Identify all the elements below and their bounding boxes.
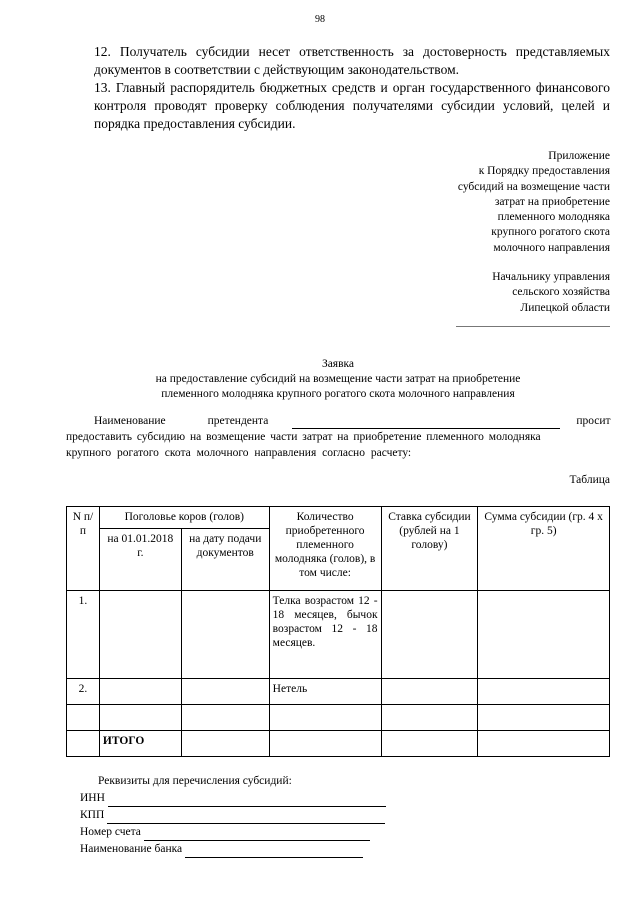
table-row (67, 705, 610, 731)
applicant-label: Наименование (94, 415, 166, 427)
table-label: Таблица (569, 474, 610, 486)
table-cell[interactable] (269, 731, 381, 757)
row-number: 1. (67, 591, 100, 679)
appendix-line: крупного рогатого скота (491, 226, 610, 239)
requisites-block (80, 773, 410, 858)
table-row (67, 591, 610, 679)
paragraph-12-number: 12. (94, 44, 111, 59)
appendix-line: субсидий на возмещение части (457, 180, 610, 193)
paragraph-13 (66, 79, 610, 133)
table-cell[interactable] (478, 679, 610, 705)
header-count: Количество приобретенного племенного молодняка (голов), в том числе: (269, 507, 381, 591)
appendix-line: Приложение (548, 150, 610, 162)
addressee-line: Липецкой области (520, 301, 610, 314)
table-cell[interactable] (478, 731, 610, 757)
applicant-line: предоставить субсидию на возмещение части затрат на приобретение племенного молодняка (66, 431, 541, 443)
applicant-line: крупного рогатого скота молочного направления согласно расчету: (66, 447, 412, 459)
account-field[interactable] (144, 828, 370, 841)
table-cell[interactable] (181, 731, 269, 757)
applicant-label: претендента (207, 415, 269, 427)
header-heads: Поголовье коров (голов) (99, 507, 269, 529)
table-cell[interactable] (181, 705, 269, 731)
table-cell[interactable] (381, 591, 478, 679)
addressee-line: Начальнику управления (492, 271, 610, 283)
application-title (66, 357, 610, 402)
paragraph-12-text: Получатель субсидии несет ответственность за достоверность представляемых документов в соответствии с действующим законодательством. (94, 44, 610, 77)
paragraph-13-text: Главный распорядитель бюджетных средств и орган государственного финансового контроля проводят проверку соблюдения получателями субсидии условий, целей и порядка предоставления субсидии. (94, 80, 610, 131)
bank-field[interactable] (185, 845, 363, 858)
table-cell[interactable] (99, 679, 181, 705)
table-cell[interactable] (478, 591, 610, 679)
header-number: N п/п (67, 507, 100, 591)
page-number: 98 (315, 14, 325, 25)
addressee (380, 270, 610, 316)
row-description: Нетель (269, 679, 381, 705)
title-line: племенного молодняка крупного рогатого скота молочного направления (161, 388, 515, 400)
signature-line (456, 326, 610, 327)
bank-label: Наименование банка (80, 843, 183, 855)
applicant-requests: просит (576, 415, 611, 427)
header-heads-date: на 01.01.2018 г. (99, 529, 181, 591)
title-line: на предоставление субсидий на возмещение части затрат на приобретение (155, 373, 521, 385)
applicant-block (66, 413, 610, 461)
table-cell[interactable] (381, 679, 478, 705)
addressee-line: сельского хозяйства (512, 286, 610, 299)
kpp-field[interactable] (107, 811, 385, 824)
table-cell[interactable] (478, 705, 610, 731)
table-cell[interactable] (381, 705, 478, 731)
header-sum: Сумма субсидии (гр. 4 x гр. 5) (478, 507, 610, 591)
table-cell[interactable] (67, 705, 100, 731)
table-cell[interactable] (181, 679, 269, 705)
table-cell[interactable] (99, 591, 181, 679)
title-heading: Заявка (321, 358, 355, 370)
appendix-line: племенного молодняка (497, 211, 610, 224)
row-description: Телка возрастом 12 - 18 месяцев, бычок возрастом 12 - 18 месяцев. (269, 591, 381, 679)
account-label: Номер счета (80, 826, 141, 838)
paragraph-13-number: 13. (94, 80, 111, 95)
header-rate: Ставка субсидии (рублей на 1 голову) (381, 507, 478, 591)
subsidy-calculation-table (66, 506, 610, 757)
table-cell[interactable] (99, 705, 181, 731)
paragraph-12 (66, 43, 610, 79)
table-cell[interactable] (67, 731, 100, 757)
appendix-line: затрат на приобретение (494, 195, 610, 208)
table-row-total (67, 731, 610, 757)
header-heads-submit: на дату подачи документов (181, 529, 269, 591)
table-row (67, 679, 610, 705)
row-number: 2. (67, 679, 100, 705)
requisites-heading: Реквизиты для перечисления субсидий: (98, 775, 292, 787)
appendix-header (380, 149, 610, 256)
table-cell[interactable] (269, 705, 381, 731)
inn-field[interactable] (108, 794, 386, 807)
kpp-label: КПП (80, 809, 105, 821)
appendix-line: молочного направления (493, 241, 610, 254)
inn-label: ИНН (80, 792, 105, 804)
table-cell[interactable] (381, 731, 478, 757)
appendix-line: к Порядку предоставления (478, 165, 610, 178)
table-cell[interactable] (181, 591, 269, 679)
applicant-name-field[interactable] (292, 415, 560, 429)
total-label: ИТОГО (99, 731, 181, 757)
